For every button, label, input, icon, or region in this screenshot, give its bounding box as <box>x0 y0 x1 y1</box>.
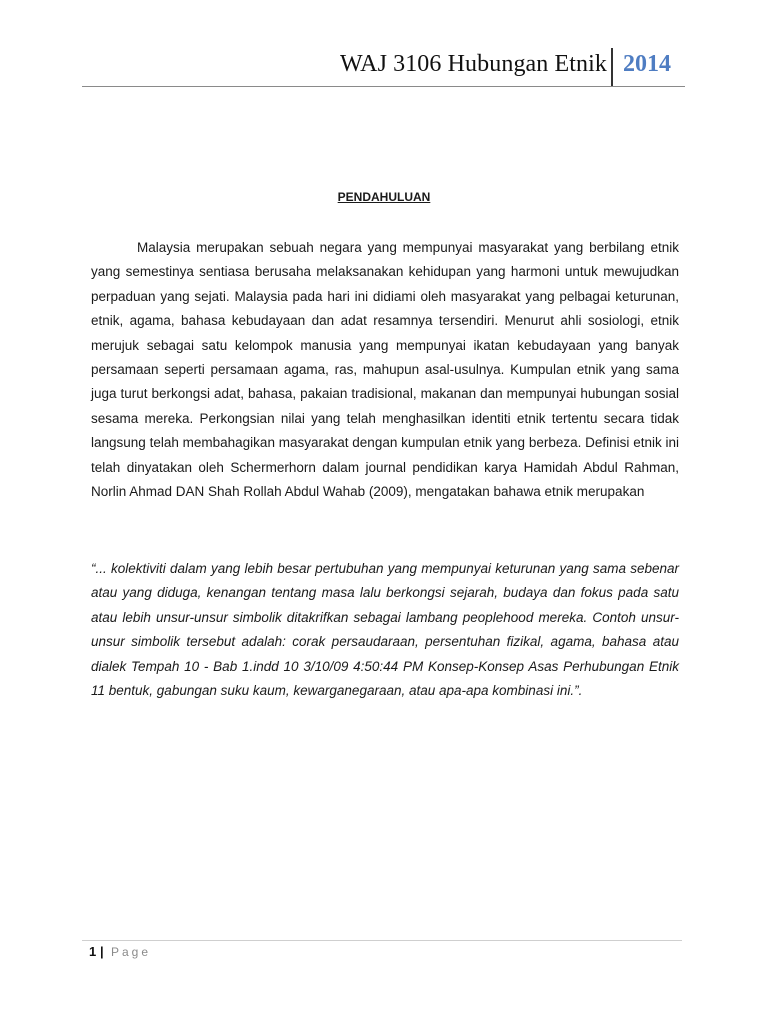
page-label: Page <box>111 945 152 959</box>
footer-separator: | <box>100 944 104 959</box>
page-footer <box>82 940 682 965</box>
section-title: PENDAHULUAN <box>337 190 431 204</box>
definition-quote: “... kolektiviti dalam yang lebih besar pertubuhan yang mempunyai keturunan yang sama sebenar atau yang diduga, kenangan tentang masa lalu berkongsi sejarah, budaya dan fokus pada satu atau lebih unsur-unsur simbolik ditakrifkan sebagai lambang peoplehood mereka. Contoh unsur-unsur simbolik tersebut adalah: corak persaudaraan, persentuhan fizikal, agama, bahasa atau dialek Tempah 10 - Bab 1.indd 10 3/10/09 4:50:44 PM Konsep-Konsep Asas Perhubungan Etnik 11 bentuk, gabungan suku kaum, kewarganegaraan, atau apa-apa kombinasi ini.”. <box>91 561 679 699</box>
header-title: WAJ 3106 Hubungan Etnik <box>340 51 607 77</box>
page-number: 1 <box>89 944 97 959</box>
header-year: 2014 <box>623 51 671 77</box>
header-divider <box>611 48 613 86</box>
page-header <box>82 40 685 87</box>
intro-paragraph: Malaysia merupakan sebuah negara yang mempunyai masyarakat yang berbilang etnik yang semestinya sentiasa berusaha melaksanakan kehidupan yang harmoni untuk mewujudkan perpaduan yang sejati. Malaysia pada hari ini didiami oleh masyarakat yang pelbagai keturunan, etnik, agama, bahasa kebudayaan dan adat resamnya tersendiri. Menurut ahli sosiologi, etnik merujuk sebagai satu kelompok manusia yang mempunyai ikatan kebudayaan yang banyak persamaan seperti persamaan agama, ras, mahupun asal-usulnya. Kumpulan etnik yang sama juga turut berkongsi adat, bahasa, pakaian tradisional, makanan dan mempunyai hubungan sosial sesama mereka. Perkongsian nilai yang telah menghasilkan identiti etnik tertentu secara tidak langsung telah membahagikan masyarakat dengan kumpulan etnik yang berbeza. Definisi etnik ini telah dinyatakan oleh Schermerhorn dalam journal pendidikan karya Hamidah Abdul Rahman, Norlin Ahmad DAN Shah Rollah Abdul Wahab (2009), mengatakan bahawa etnik merupakan <box>91 240 679 500</box>
